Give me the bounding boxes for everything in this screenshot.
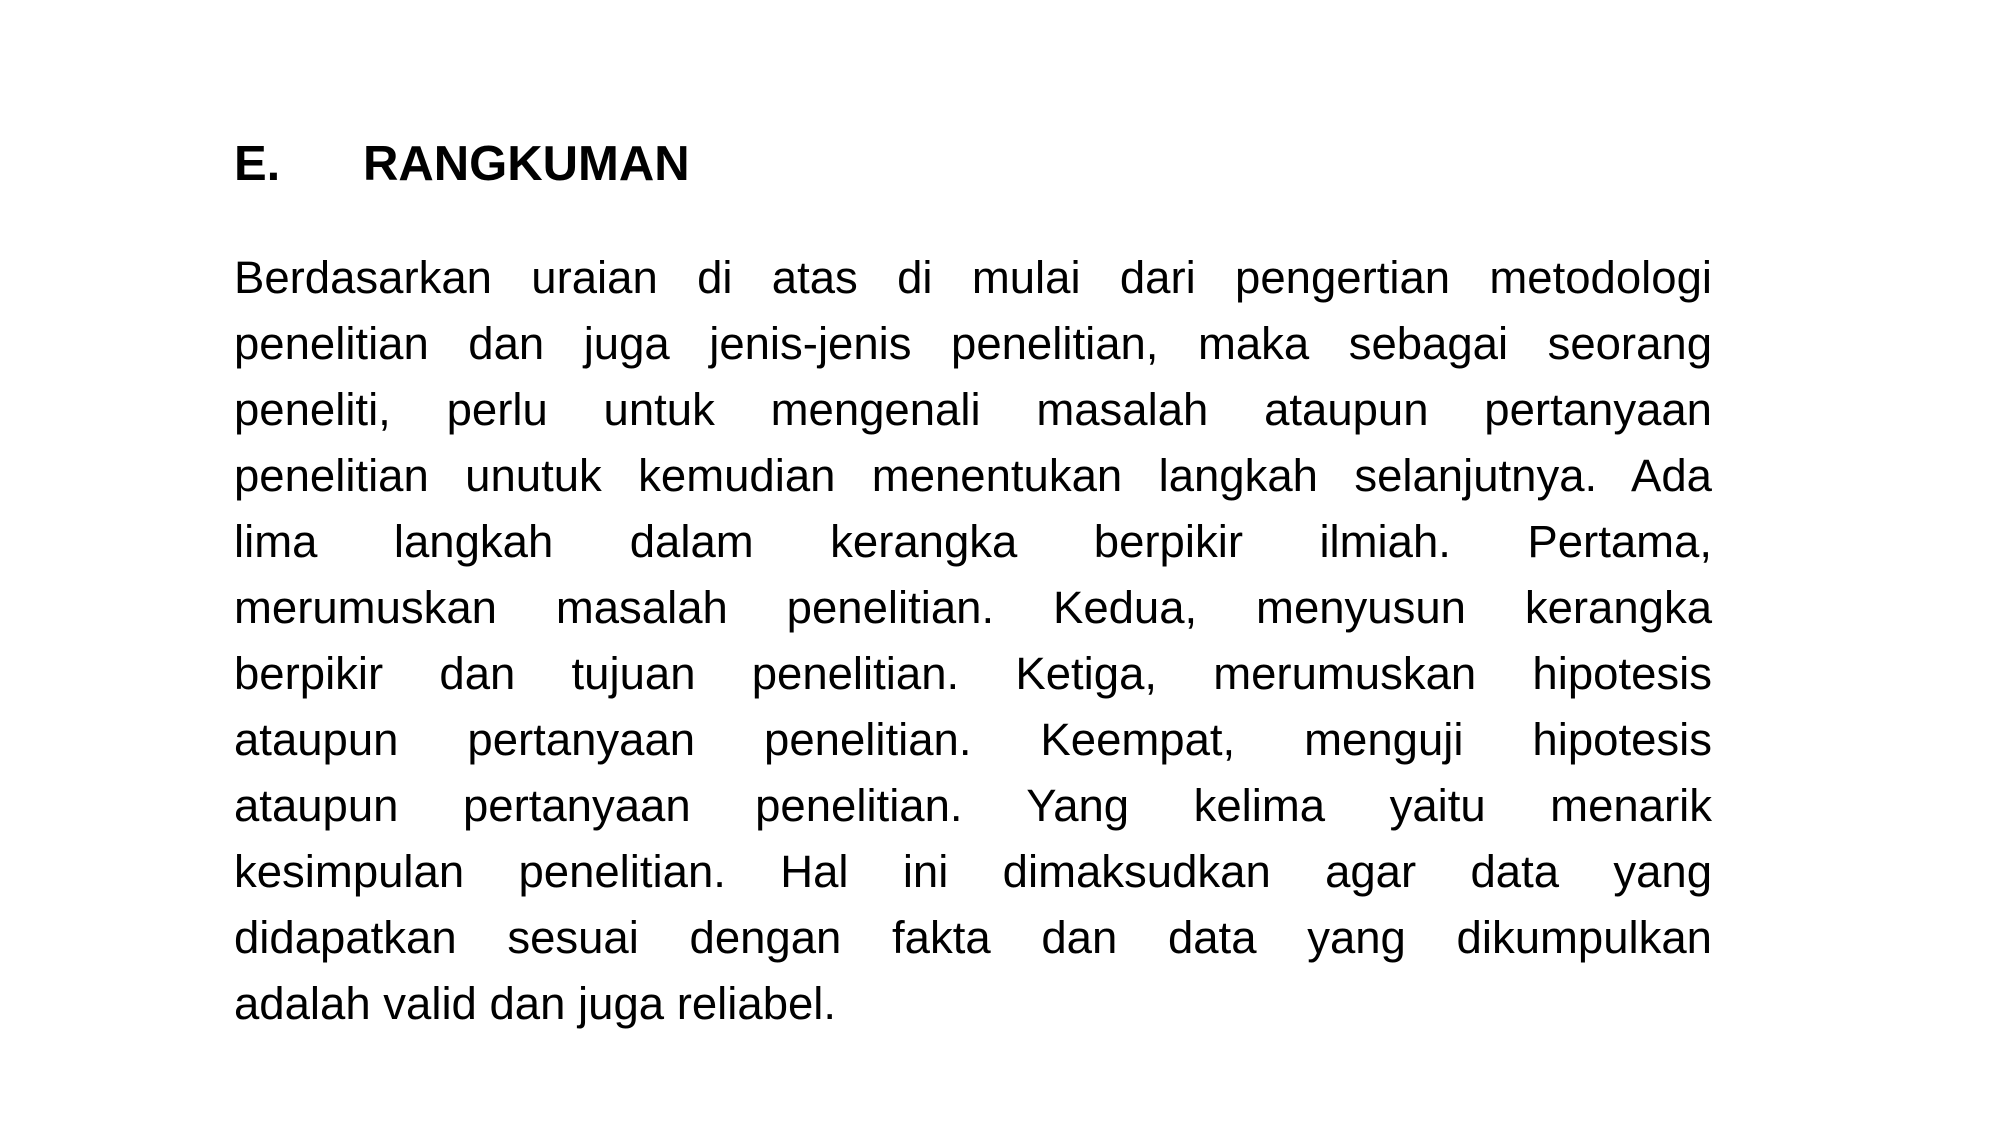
- paragraph-line: Berdasarkan uraian di atas di mulai dari pengertian metodologi: [234, 252, 1712, 303]
- paragraph-line: adalah valid dan juga reliabel.: [234, 978, 837, 1029]
- paragraph-line: berpikir dan tujuan penelitian. Ketiga, merumuskan hipotesis: [234, 648, 1712, 699]
- paragraph-line: penelitian unutuk kemudian menentukan langkah selanjutnya. Ada: [234, 450, 1712, 501]
- section-number: E.: [234, 137, 281, 191]
- paragraph-line: kesimpulan penelitian. Hal ini dimaksudkan agar data yang: [234, 846, 1712, 897]
- paragraph-line: ataupun pertanyaan penelitian. Yang kelima yaitu menarik: [234, 780, 1712, 831]
- paragraph-line: penelitian dan juga jenis-jenis penelitian, maka sebagai seorang: [234, 318, 1712, 369]
- paragraph-line: peneliti, perlu untuk mengenali masalah ataupun pertanyaan: [234, 384, 1712, 435]
- section-title: RANGKUMAN: [363, 137, 690, 191]
- paragraph-line: lima langkah dalam kerangka berpikir ilmiah. Pertama,: [234, 516, 1712, 567]
- paragraph-line: merumuskan masalah penelitian. Kedua, menyusun kerangka: [234, 582, 1712, 633]
- section-heading: [234, 134, 690, 194]
- paragraph-line: didapatkan sesuai dengan fakta dan data yang dikumpulkan: [234, 912, 1712, 963]
- paragraph-line: ataupun pertanyaan penelitian. Keempat, menguji hipotesis: [234, 714, 1712, 765]
- summary-paragraph: [234, 245, 1712, 1037]
